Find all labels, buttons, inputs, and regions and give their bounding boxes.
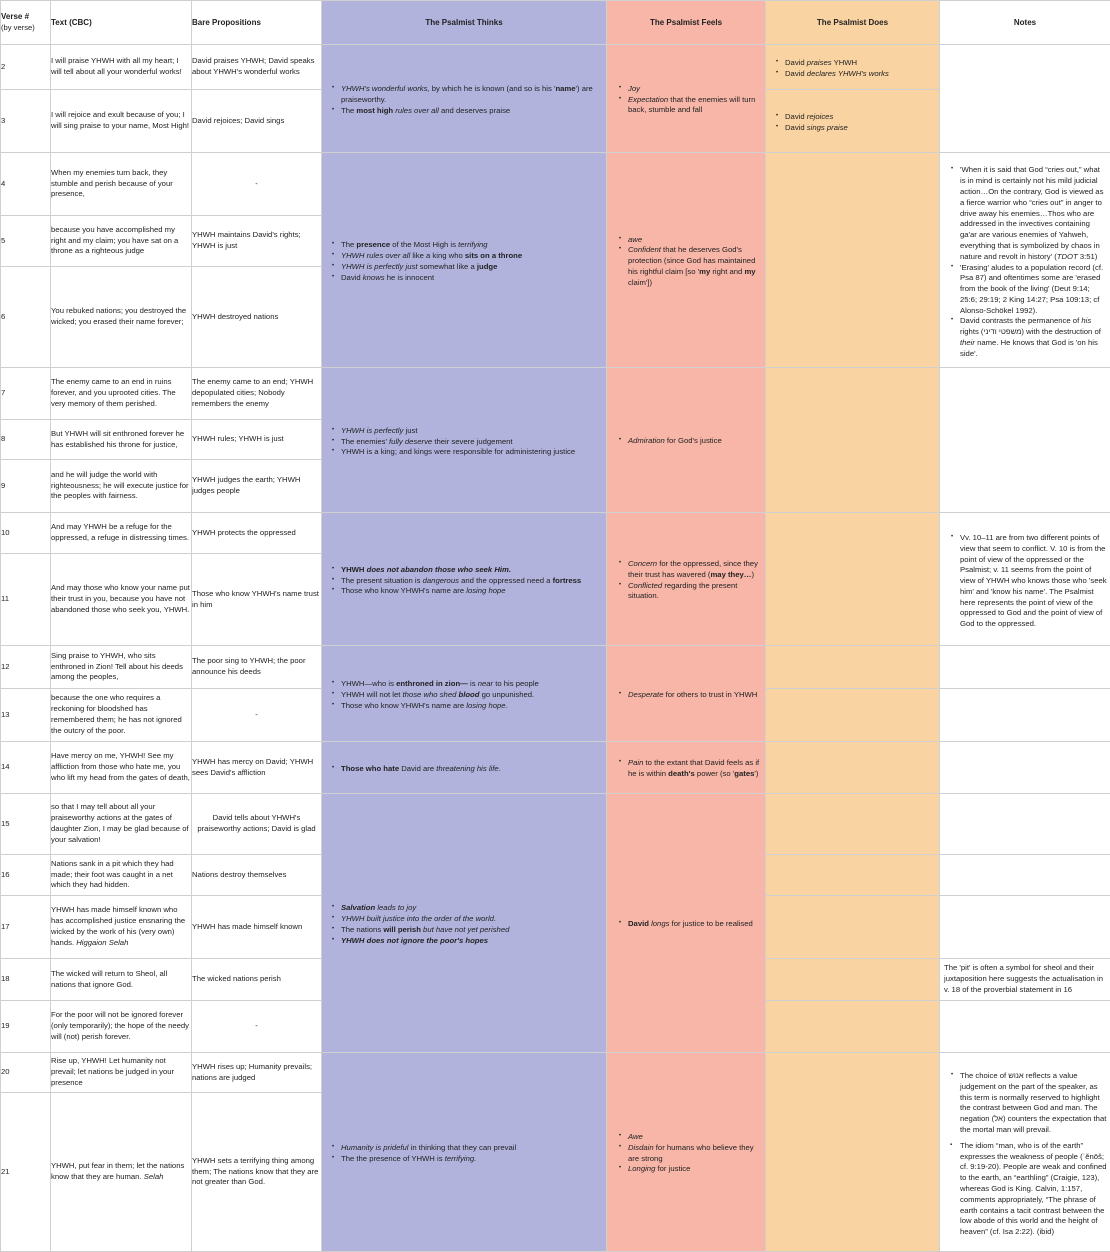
does-cell xyxy=(766,90,940,153)
does-cell xyxy=(766,513,940,646)
thinks-cell xyxy=(322,513,607,646)
bare-proposition: Those who know YHWH's name trust in him xyxy=(192,554,322,646)
feels-cell xyxy=(607,513,766,646)
bullet-item: • 'When it is said that God “cries out,” what is in mind is certainly not his mild judicial action…On the contrary, God is viewed as a fierce warrior who “cries out” in anger to drive away his enemies…Thos who are addressed in the invectives containing ga'ar are various enemies of Yahweh, everything that is symbolized by chaos in nature and revolt in history' (TDOT 3:51) xyxy=(960,165,1107,262)
does-cell xyxy=(766,896,940,959)
bullet-item: • The nations will perish but have not yet perished xyxy=(341,925,603,936)
verse-text: When my enemies turn back, they stumble and perish because of your presence, xyxy=(51,153,192,216)
verse-text: Sing praise to YHWH, who sits enthroned in Zion! Tell about his deeds among the peoples, xyxy=(51,646,192,689)
verse-number: 16 xyxy=(1,855,51,896)
notes-cell xyxy=(940,368,1110,513)
bullet-item: • The choice of אנוש reflects a value judgement on the part of the speaker, as this term is normally reserved to highlight the contrast between God and man. The negation (אל) counters the expectation that the mortal man will prevail. xyxy=(960,1071,1107,1136)
bullet-list xyxy=(607,433,765,447)
verse-text: You rebuked nations; you destroyed the wicked; you erased their name forever; xyxy=(51,267,192,368)
verse-text: Have mercy on me, YHWH! See my affliction from those who hate me, you who lift my head from the gates of death, xyxy=(51,742,192,794)
bullet-item: • Pain to the extant that David feels as if he is within death's power (so 'gates') xyxy=(628,758,762,780)
bullet-item: • Expectation that the enemies will turn back, stumble and fall xyxy=(628,95,762,117)
note-text: The 'pit' is often a symbol for sheol and their juxtaposition here suggests the actualisation in v. 18 of the proverbial statement in 16 xyxy=(940,960,1110,998)
bullet-item: • Concern for the oppressed, since they their trust has wavered (may they…) xyxy=(628,559,762,581)
bare-proposition: YHWH has mercy on David; YHWH sees David's affliction xyxy=(192,742,322,794)
thinks-cell xyxy=(322,45,607,153)
does-header: The Psalmist Does xyxy=(766,1,940,45)
feels-cell xyxy=(607,368,766,513)
notes-cell xyxy=(940,896,1110,959)
verse-number: 8 xyxy=(1,420,51,460)
bullet-list xyxy=(940,1066,1110,1136)
notes-cell xyxy=(940,1001,1110,1053)
bare-proposition: The enemy came to an end; YHWH depopulated cities; Nobody remembers the enemy xyxy=(192,368,322,420)
verse-number: 15 xyxy=(1,794,51,855)
bullet-item: • Those who know YHWH's name are losing hope. xyxy=(341,701,603,712)
thinks-cell xyxy=(322,742,607,794)
verse-text: I will rejoice and exult because of you; I will sing praise to your name, Most High! xyxy=(51,90,192,153)
verse-header: Verse # (by verse) xyxy=(1,1,51,45)
bullet-list xyxy=(607,687,765,701)
bullet-item: • YHWH—who is enthroned in zion— is near to his people xyxy=(341,679,603,690)
thinks-cell xyxy=(322,153,607,368)
bullet-item: • The most high rules over all and deserves praise xyxy=(341,106,603,117)
verse-text: and he will judge the world with righteousness; he will execute justice for the peoples with fairness. xyxy=(51,460,192,513)
verse-text: And may YHWH be a refuge for the oppressed, a refuge in distressing times. xyxy=(51,513,192,554)
bullet-item: • David declares YHWH's works xyxy=(785,69,936,80)
bullet-item: • David knows he is innocent xyxy=(341,273,603,284)
bullet-list xyxy=(322,236,606,283)
table-row xyxy=(1,153,1110,216)
verse-number: 19 xyxy=(1,1001,51,1053)
table-row xyxy=(1,742,1110,794)
text-header: Text (CBC) xyxy=(51,1,192,45)
bare-proposition: YHWH judges the earth; YHWH judges people xyxy=(192,460,322,513)
notes-cell xyxy=(940,1053,1110,1252)
table-row xyxy=(1,794,1110,855)
bare-proposition: - xyxy=(192,153,322,216)
bare-proposition: - xyxy=(192,1001,322,1053)
bare-proposition: David tells about YHWH's praiseworthy actions; David is glad xyxy=(192,794,322,855)
bare-proposition: YHWH rules; YHWH is just xyxy=(192,420,322,460)
bullet-item: • YHWH's wonderful works, by which he is known (and so is his 'name') are praiseworthy. xyxy=(341,84,603,106)
bullet-item: • Desperate for others to trust in YHWH xyxy=(628,690,762,701)
bare-proposition: Nations destroy themselves xyxy=(192,855,322,896)
thinks-cell xyxy=(322,1053,607,1252)
bullet-item: • Conflicted regarding the present situation. xyxy=(628,581,762,603)
feels-cell xyxy=(607,1053,766,1252)
notes-cell xyxy=(940,45,1110,153)
bullet-list xyxy=(322,760,606,775)
thinks-cell xyxy=(322,368,607,513)
table-row xyxy=(1,368,1110,420)
bullet-item: • YHWH does not ignore the poor's hopes xyxy=(341,936,603,947)
table-row xyxy=(1,1053,1110,1093)
notes-cell xyxy=(940,742,1110,794)
does-cell xyxy=(766,368,940,513)
thinks-cell xyxy=(322,646,607,742)
does-cell xyxy=(766,794,940,855)
bullet-item: • Salvation leads to joy xyxy=(341,903,603,914)
bullet-item: • Longing for justice xyxy=(628,1164,762,1175)
verse-number: 12 xyxy=(1,646,51,689)
table-row xyxy=(1,45,1110,90)
bullet-item: • Disdain for humans who believe they are strong xyxy=(628,1143,762,1165)
bullet-item: • Joy xyxy=(628,84,762,95)
verse-number: 9 xyxy=(1,460,51,513)
bare-proposition: YHWH sets a terrifying thing among them; The nations know that they are not greater than God. xyxy=(192,1093,322,1252)
bullet-item: • Humanity is prideful in thinking that they can prevail xyxy=(341,1143,603,1154)
verse-number: 3 xyxy=(1,90,51,153)
does-cell xyxy=(766,1001,940,1053)
bullet-list xyxy=(322,899,606,946)
bullet-item: • Awe xyxy=(628,1132,762,1143)
bullet-list xyxy=(322,561,606,597)
verse-number: 4 xyxy=(1,153,51,216)
bullet-item: • 'Erasing' aludes to a population record (cf. Psa 87) and oftentimes some are 'erased from the book of the living' (Deut 9:14; 25:6; 29:19; 2 King 14:27; Psa 109:13; cf Alonso-Schökel 1992). xyxy=(960,263,1107,317)
bullet-item: ▪ The idiom “man, who is of the earth” expresses the weakness of people (ʾĕnōš; cf. 9:19-20). People are weak and confined to the earth, an “earthling” (Craigie, 123), whereas God is King. Calvin, 1:157, comments appropriately, “The phrase of earth contains a tacit contrast between the low abode of this world and the height of heaven” (cf. Isa 2:22). (ibid) xyxy=(960,1141,1107,1238)
does-cell xyxy=(766,742,940,794)
bullet-list xyxy=(940,160,1110,359)
bare-proposition: YHWH destroyed nations xyxy=(192,267,322,368)
bare-proposition: David praises YHWH; David speaks about YHWH's wonderful works xyxy=(192,45,322,90)
bullet-item: • David rejoices xyxy=(785,112,936,123)
notes-cell xyxy=(940,153,1110,368)
verse-number: 10 xyxy=(1,513,51,554)
bullet-item: • The enemies' fully deserve their severe judgement xyxy=(341,437,603,448)
feels-cell xyxy=(607,794,766,1053)
bullet-list xyxy=(766,109,939,134)
verse-number: 6 xyxy=(1,267,51,368)
feels-cell xyxy=(607,45,766,153)
notes-cell xyxy=(940,646,1110,689)
table-row xyxy=(1,513,1110,554)
feels-cell xyxy=(607,646,766,742)
bullet-item: • YHWH is perfectly just xyxy=(341,426,603,437)
bullet-list xyxy=(607,916,765,930)
verse-text: I will praise YHWH with all my heart; I will tell about all your wonderful works! xyxy=(51,45,192,90)
verse-text: Rise up, YHWH! Let humanity not prevail; let nations be judged in your presence xyxy=(51,1053,192,1093)
notes-header: Notes xyxy=(940,1,1110,45)
verse-text: The enemy came to an end in ruins forever, and you uprooted cities. The very memory of them perished. xyxy=(51,368,192,420)
bare-proposition: David rejoices; David sings xyxy=(192,90,322,153)
thinks-cell xyxy=(322,794,607,1053)
bullet-item: • YHWH does not abandon those who seek Him. xyxy=(341,565,603,576)
notes-cell xyxy=(940,855,1110,896)
bullet-item: • David contrasts the permanence of his rights (משפטי ודיני) with the destruction of their name. He knows that God is 'on his side'. xyxy=(960,316,1107,359)
bullet-list xyxy=(607,755,765,780)
bullet-item: • YHWH is a king; and kings were responsible for administering justice xyxy=(341,447,603,458)
bullet-item: • YHWH will not let those who shed blood go unpunished. xyxy=(341,690,603,701)
bare-propositions-header: Bare Propositions xyxy=(192,1,322,45)
verse-number: 2 xyxy=(1,45,51,90)
table-row xyxy=(1,646,1110,689)
bullet-item: • David sings praise xyxy=(785,123,936,134)
header-row xyxy=(1,1,1110,45)
feels-cell xyxy=(607,742,766,794)
bullet-item: • YHWH rules over all like a king who sits on a throne xyxy=(341,251,603,262)
bullet-list xyxy=(607,232,765,289)
bullet-item: • David praises YHWH xyxy=(785,58,936,69)
notes-cell xyxy=(940,794,1110,855)
verse-text: YHWH, put fear in them; let the nations know that they are human. Selah xyxy=(51,1093,192,1252)
bullet-item: • awe xyxy=(628,235,762,246)
bullet-list xyxy=(322,1139,606,1165)
bare-proposition: The wicked nations perish xyxy=(192,959,322,1001)
verse-number: 11 xyxy=(1,554,51,646)
verse-number: 13 xyxy=(1,689,51,742)
notes-cell xyxy=(940,689,1110,742)
bullet-item: • Vv. 10–11 are from two different points of view that seem to conflict. V. 10 is from the point of view of the oppressed or the Psalmist; v. 11 seems from the point of view of YHWH who knows those who 'seek him' and 'know his name'. The Psalmist here represents the point of view of the oppressed to God and the point of view of God to the oppressed. xyxy=(960,533,1107,630)
bare-proposition: - xyxy=(192,689,322,742)
verse-number: 17 xyxy=(1,896,51,959)
does-cell xyxy=(766,153,940,368)
bullet-item: • YHWH built justice into the order of the world. xyxy=(341,914,603,925)
bullet-item: • Those who hate David are threatening his life. xyxy=(341,764,603,775)
verse-number: 18 xyxy=(1,959,51,1001)
bullet-item: • The the presence of YHWH is terrifying. xyxy=(341,1154,603,1165)
verse-text: For the poor will not be ignored forever (only temporarily); the hope of the needy will (not) perish forever. xyxy=(51,1001,192,1053)
bullet-list xyxy=(766,55,939,80)
does-cell xyxy=(766,855,940,896)
verse-text: The wicked will return to Sheol, all nations that ignore God. xyxy=(51,959,192,1001)
verse-text: because the one who requires a reckoning for bloodshed has remembered them; he has not ignored the outcry of the poor. xyxy=(51,689,192,742)
verse-text: Nations sank in a pit which they had made; their foot was caught in a net which they had hidden. xyxy=(51,855,192,896)
verse-number: 14 xyxy=(1,742,51,794)
feels-header: The Psalmist Feels xyxy=(607,1,766,45)
bare-proposition: YHWH maintains David's rights; YHWH is just xyxy=(192,216,322,267)
notes-cell xyxy=(940,513,1110,646)
bullet-item: • Admiration for God's justice xyxy=(628,436,762,447)
bullet-item: • Confident that he deserves God's protection (since God has maintained his rightful claim [so 'my right and my claim']) xyxy=(628,245,762,288)
bullet-list xyxy=(322,422,606,458)
verse-text: But YHWH will sit enthroned forever he has established his throne for justice, xyxy=(51,420,192,460)
feels-cell xyxy=(607,153,766,368)
bullet-list xyxy=(322,80,606,116)
bullet-list xyxy=(607,81,765,116)
bullet-list xyxy=(607,556,765,602)
verse-text: because you have accomplished my right and my claim; you have sat on a throne as a righteous judge xyxy=(51,216,192,267)
verse-text: YHWH has made himself known who has accomplished justice ensnaring the wicked by the work of his (very own) hands. Higgaion Selah xyxy=(51,896,192,959)
bare-proposition: YHWH protects the oppressed xyxy=(192,513,322,554)
notes-cell xyxy=(940,959,1110,1001)
bullet-item: • David longs for justice to be realised xyxy=(628,919,762,930)
verse-number: 5 xyxy=(1,216,51,267)
bare-proposition: YHWH rises up; Humanity prevails; nations are judged xyxy=(192,1053,322,1093)
bullet-list xyxy=(940,528,1110,630)
verse-number: 20 xyxy=(1,1053,51,1093)
bullet-list xyxy=(607,1129,765,1175)
bullet-item: • Those who know YHWH's name are losing hope xyxy=(341,586,603,597)
does-cell xyxy=(766,1053,940,1252)
verse-number: 7 xyxy=(1,368,51,420)
does-cell xyxy=(766,959,940,1001)
verse-number: 21 xyxy=(1,1093,51,1252)
bullet-item: • YHWH is perfectly just somewhat like a judge xyxy=(341,262,603,273)
bullet-list xyxy=(322,675,606,711)
does-cell xyxy=(766,45,940,90)
bare-proposition: The poor sing to YHWH; the poor announce his deeds xyxy=(192,646,322,689)
verse-text: so that I may tell about all your praiseworthy actions at the gates of daughter Zion, I may be glad because of your salvation! xyxy=(51,794,192,855)
bare-proposition: YHWH has made himself known xyxy=(192,896,322,959)
bullet-list xyxy=(940,1136,1110,1238)
does-cell xyxy=(766,689,940,742)
bullet-item: • The present situation is dangerous and the oppressed need a fortress xyxy=(341,576,603,587)
thinks-header: The Psalmist Thinks xyxy=(322,1,607,45)
does-cell xyxy=(766,646,940,689)
bullet-item: • The presence of the Most High is terrifying xyxy=(341,240,603,251)
verse-text: And may those who know your name put their trust in you, because you have not abandoned those who seek you, YHWH. xyxy=(51,554,192,646)
